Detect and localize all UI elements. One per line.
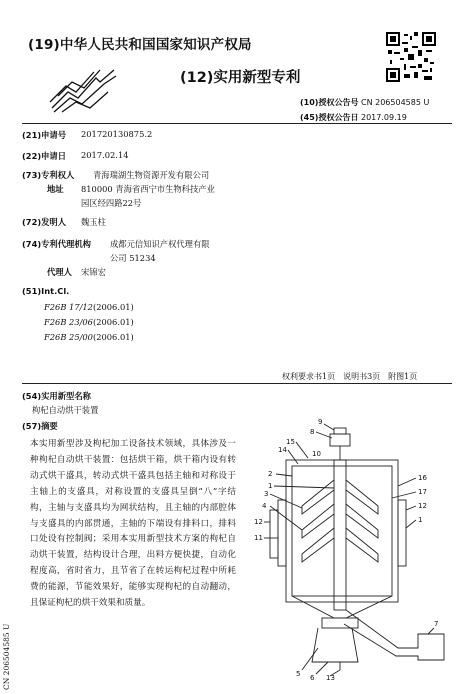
publication-number <box>300 97 429 108</box>
pub-no-value: CN 206504585 U <box>361 98 430 107</box>
agent-label: 代理人 <box>47 267 72 277</box>
patent-agency-line-2: 公司 51234 <box>110 253 156 263</box>
header-divider <box>22 123 452 124</box>
patent-agency-label: (74)专利代理机构 <box>22 239 91 249</box>
figure-label: 1 <box>268 482 273 490</box>
ipc-date: (2006.01) <box>92 332 134 342</box>
address-line-2: 园区经四路22号 <box>81 198 142 208</box>
ipc-entry <box>44 332 134 342</box>
inventor-label: (72)发明人 <box>22 217 67 227</box>
address-line-1: 810000 青海省西宁市生物科技产业 <box>81 184 215 194</box>
figure-label: 10 <box>312 450 321 458</box>
ipc-label: (51)Int.Cl. <box>22 286 70 296</box>
patent-agency-line-1: 成都元信知识产权代理有限 <box>110 239 210 249</box>
page-summary: 权利要求书1页 说明书3页 附图1页 <box>282 372 418 381</box>
app-no-label: (21)申请号 <box>22 130 67 140</box>
figure-label: 8 <box>310 428 315 436</box>
figure-label: 2 <box>268 470 273 478</box>
figure-label: 3 <box>264 490 269 498</box>
owner-label: (73)专利权人 <box>22 170 75 180</box>
app-no-value: 201720130875.2 <box>81 129 153 139</box>
ipc-code: F26B 23/06 <box>44 317 93 327</box>
abstract-label: (57)摘要 <box>22 421 58 431</box>
app-date-label: (22)申请日 <box>22 151 67 161</box>
ipc-entry <box>44 302 134 312</box>
figure-label: 17 <box>418 488 427 496</box>
pub-date-label: (45)授权公告日 <box>300 113 359 122</box>
title-label: (54)实用新型名称 <box>22 391 91 401</box>
pub-date-value: 2017.09.19 <box>361 113 407 122</box>
publication-date <box>300 112 407 123</box>
abstract-text: 本实用新型涉及枸杞加工设备技术领域，具体涉及一种枸杞自动烘干装置：包括烘干箱，烘干箱内设有转动式烘干盛具，转动式烘干盛具包括主轴和对称设于主轴上的支盛具，对称设置的支盛具呈倒“八”字结构，主轴与支盛具均为网状结构，且主轴的内部腔体与支盛具的内部贯通，主轴的下端设有排料口，排料口处设有控制阀；采用本实用新型技术方案的枸杞自动烘干装置，结构设计合理，出料方便快捷，自动化程度高，省时省力，且节省了在转运枸杞过程中所耗费的能源，节能效果好，能够实现枸杞的自动翻动，且保证枸杞的烘干效果和质量。 <box>30 439 236 609</box>
figure-label: 6 <box>310 674 315 682</box>
ipc-entry <box>44 317 134 327</box>
ipc-date: (2006.01) <box>92 317 134 327</box>
cnipa-emblem-icon <box>48 68 118 114</box>
app-date-value: 2017.02.14 <box>81 150 129 160</box>
pub-no-label: (10)授权公告号 <box>300 98 359 107</box>
document-type: (12)实用新型专利 <box>180 70 301 86</box>
issuing-agency: (19)中华人民共和国国家知识产权局 <box>28 37 252 53</box>
agent-value: 宋锦宏 <box>81 267 106 277</box>
figure-label: 11 <box>254 534 263 542</box>
ipc-code: F26B 17/12 <box>44 302 93 312</box>
figure-label: 16 <box>418 474 427 482</box>
figure-label: 4 <box>262 502 267 510</box>
qr-code-icon <box>386 32 436 82</box>
ipc-date: (2006.01) <box>92 302 134 312</box>
figure-label: 12 <box>418 502 427 510</box>
ipc-code: F26B 25/00 <box>44 332 93 342</box>
figure-label: 12 <box>254 518 263 526</box>
inventor-value: 魏玉柱 <box>81 217 106 227</box>
dryer-figure <box>248 418 452 682</box>
figure-label: 14 <box>278 446 287 454</box>
figure-label: 15 <box>286 438 295 446</box>
summary-divider <box>22 383 452 384</box>
figure-label: 13 <box>326 674 335 682</box>
figure-label: 7 <box>434 620 439 628</box>
side-publication-number: CN 206504585 U <box>2 623 11 690</box>
figure-label: 5 <box>296 670 301 678</box>
owner-value: 青海瑞湖生物资源开发有限公司 <box>93 170 210 180</box>
figure-label: 9 <box>318 418 323 426</box>
figure-label: 1 <box>418 516 423 524</box>
utility-model-title: 枸杞自动烘干装置 <box>32 405 99 415</box>
address-label: 地址 <box>47 184 64 194</box>
